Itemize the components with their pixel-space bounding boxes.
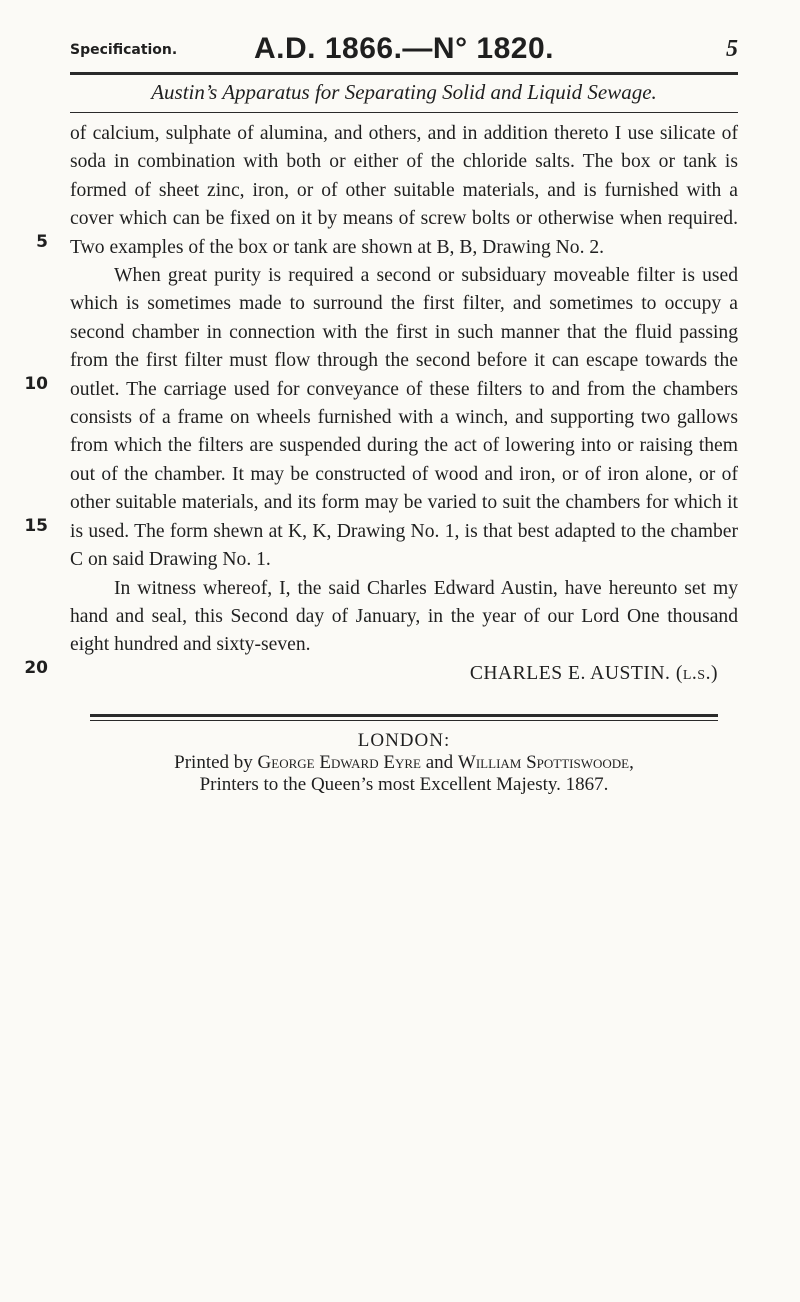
- printer-2: William Spottiswoode,: [457, 752, 634, 773]
- running-head: [70, 32, 738, 68]
- imprint: [70, 730, 738, 796]
- paragraph-2: When great purity is required a second or subsiduary moveable filter is used which is sometimes made to surround the first filter, and sometimes to occupy a second chamber in connection with the first in such manner that the fluid passing from the first filter must flow through the second before it can escape towards the outlet. The carriage used for conveyance of these filters to and from the chambers consists of a frame on wheels furnished with a winch, and supporting two gallows from which the filters are suspended during the act of lowering into or raising them out of the chamber. It may be constructed of wood and iron, or of iron alone, or of other suitable materials, and its form may be varied to suit the chambers for which it is used. The form shewn at K, K, Drawing No. 1, is that best adapted to the chamber C on said Drawing No. 1.: [70, 265, 738, 571]
- signature-line: [70, 660, 738, 688]
- printer-1: George Edward Eyre: [257, 752, 421, 773]
- paragraph-3: In witness whereof, I, the said Charles Edward Austin, have hereunto set my hand and seal, this Second day of January, in the year of our Lord One thousand eight hundred and sixty-seven.: [70, 577, 738, 656]
- line-number-20: 20: [24, 658, 48, 678]
- footer-rule-thick: [90, 714, 718, 717]
- body-text: [70, 120, 738, 688]
- printer-conjunction: and: [425, 752, 454, 773]
- imprint-line-2: Printers to the Queen’s most Excellent Majesty. 1867.: [199, 774, 609, 795]
- page-number: 5: [726, 36, 738, 62]
- line-number-15: 15: [24, 516, 48, 536]
- header-rule: [70, 72, 738, 75]
- line-number-10: 10: [24, 374, 48, 394]
- line-number-5: 5: [36, 232, 48, 252]
- patent-title: A.D. 1866.—N° 1820.: [254, 32, 554, 65]
- printed-by-prefix: Printed by: [174, 752, 253, 773]
- patent-subtitle: Austin’s Apparatus for Separating Solid and Liquid Sewage.: [151, 80, 657, 104]
- imprint-line-1: [174, 752, 634, 773]
- subtitle-rule: [70, 112, 738, 113]
- seal-mark: (l.s.): [675, 662, 718, 684]
- imprint-city: LONDON:: [357, 730, 451, 751]
- section-label: Specification.: [70, 42, 178, 58]
- footer-rule-thin: [90, 720, 718, 721]
- paragraph-1: of calcium, sulphate of alumina, and others, and in addition thereto I use silicate of soda in combination with both or either of the chloride salts. The box or tank is formed of sheet zinc, iron, or of other suitable materials, and is furnished with a cover which can be fixed on it by means of screw bolts or otherwise when required. Two examples of the box or tank are shown at B, B, Drawing No. 2.: [70, 123, 738, 258]
- signature: CHARLES E. AUSTIN.: [469, 662, 671, 684]
